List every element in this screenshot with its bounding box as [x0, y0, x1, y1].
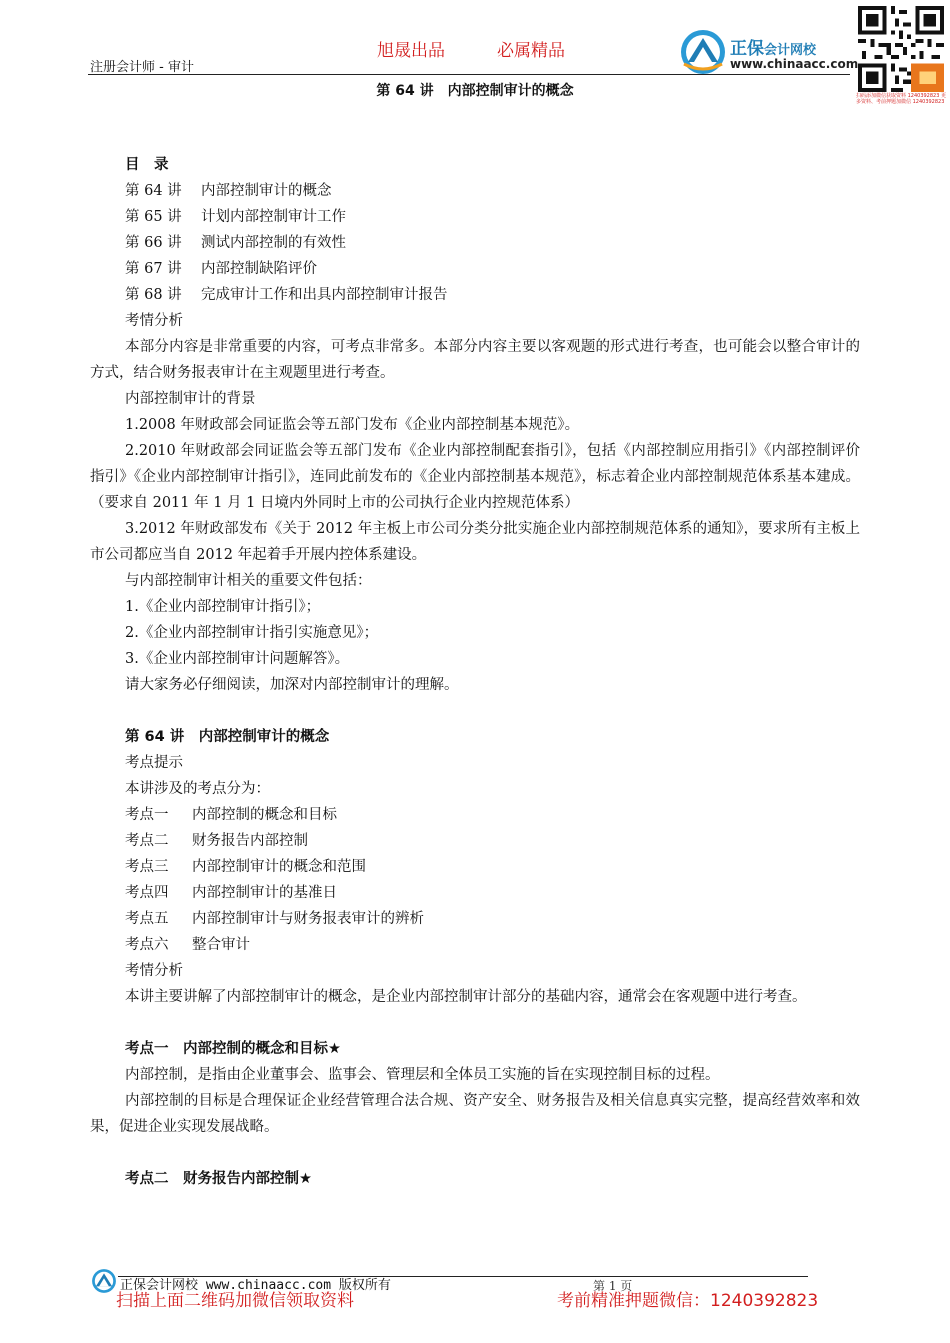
- document-title: 第 64 讲 内部控制审计的概念: [376, 83, 574, 99]
- toc-item: [90, 178, 860, 204]
- list-item: [90, 854, 860, 880]
- toc-item-title: 测试内部控制的有效性: [201, 235, 346, 251]
- document-body: [90, 152, 860, 1192]
- toc-item-number: 第 67 讲: [125, 261, 182, 277]
- point-title: 整合审计: [192, 937, 250, 953]
- point-title: 财务报告内部控制: [192, 833, 308, 849]
- list-item: 3.《企业内部控制审计问题解答》。: [125, 651, 350, 667]
- brand-name-sub: 会计网校: [764, 43, 817, 58]
- list-item: [90, 906, 860, 932]
- brand-name: [730, 34, 816, 59]
- point-title: 内部控制审计的基准日: [192, 885, 337, 901]
- toc-item: [90, 230, 860, 256]
- paragraph: 本讲涉及的考点分为：: [125, 781, 270, 797]
- toc-item-title: 内部控制审计的概念: [201, 183, 332, 199]
- brand-name-main: 正保: [730, 39, 764, 59]
- point-number: 考点二: [125, 833, 169, 849]
- list-item: [90, 828, 860, 854]
- list-item: [90, 802, 860, 828]
- point-title: 内部控制的概念和目标: [192, 807, 337, 823]
- toc-item: [90, 204, 860, 230]
- paragraph: 本部分内容是非常重要的内容，可考点非常多。本部分内容主要以客观题的形式进行考查，也可能会以整合审计的方式，结合财务报表审计在主观题里进行考查。: [90, 339, 860, 381]
- list-item: [90, 932, 860, 958]
- point-number: 考点四: [125, 885, 169, 901]
- spacer: [90, 1140, 860, 1166]
- point-number: 考点三: [125, 859, 169, 875]
- toc-item-title: 内部控制缺陷评价: [201, 261, 317, 277]
- footer-promo-left: 扫描上面二维码加微信领取资料: [116, 1291, 354, 1311]
- toc-item: [90, 282, 860, 308]
- paragraph: 请大家务必仔细阅读，加深对内部控制审计的理解。: [125, 677, 459, 693]
- paragraph: 本讲主要讲解了内部控制审计的概念，是企业内部控制审计部分的基础内容，通常会在客观题中进行考查。: [125, 989, 807, 1005]
- list-item: 2.《企业内部控制审计指引实施意见》；: [125, 625, 379, 641]
- list-item: 2.2010 年财政部会同证监会等五部门发布《企业内部控制配套指引》，包括《内部控制应用指引》《内部控制评价指引》《企业内部控制审计指引》，连同此前发布的《企业内部控制基本规范》，标志着企业内部控制规范体系基本建成。（要求自 2011 年 1 月 1 日境内外同时上市的公司执行企业内控规范体系）: [90, 443, 860, 511]
- page-number: 第 1 页: [593, 1279, 633, 1293]
- footer-logo-icon: [90, 1268, 118, 1294]
- toc-item-number: 第 65 讲: [125, 209, 182, 225]
- list-item: 1.《企业内部控制审计指引》；: [125, 599, 321, 615]
- section-heading: 考情分析: [125, 313, 183, 329]
- list-item: [90, 880, 860, 906]
- toc-item-number: 第 68 讲: [125, 287, 182, 303]
- spacer: [90, 1010, 860, 1036]
- point-number: 考点五: [125, 911, 169, 927]
- point-title: 内部控制审计与财务报表审计的辨析: [192, 911, 424, 927]
- footer-promo-right: 考前精准押题微信：1240392823: [557, 1291, 819, 1311]
- section-heading: 考点提示: [125, 755, 183, 771]
- section-heading: 与内部控制审计相关的重要文件包括：: [125, 573, 372, 589]
- key-point-heading: 考点一 内部控制的概念和目标★: [125, 1041, 341, 1057]
- toc-item-title: 完成审计工作和出具内部控制审计报告: [201, 287, 448, 303]
- lecture-heading: 第 64 讲 内部控制审计的概念: [125, 729, 330, 745]
- list-item: 3.2012 年财政部发布《关于 2012 年主板上市公司分类分批实施企业内部控制规范体系的通知》，要求所有主板上市公司都应当自 2012 年起着手开展内控体系建设。: [90, 521, 860, 563]
- brand-url: www.chinaacc.com: [730, 57, 859, 71]
- promo-text-2: 必属精品: [497, 41, 565, 61]
- header-subject-label: 注册会计师 - 审计: [90, 60, 194, 75]
- toc-heading: 目 录: [125, 157, 169, 173]
- brand-emblem-icon: [678, 28, 728, 76]
- point-title: 内部控制审计的概念和范围: [192, 859, 366, 875]
- section-heading: 考情分析: [125, 963, 183, 979]
- section-heading: 内部控制审计的背景: [125, 391, 256, 407]
- toc-item-number: 第 64 讲: [125, 183, 182, 199]
- point-number: 考点一: [125, 807, 169, 823]
- toc-item-number: 第 66 讲: [125, 235, 182, 251]
- point-number: 考点六: [125, 937, 169, 953]
- toc-item-title: 计划内部控制审计工作: [201, 209, 346, 225]
- promo-text-1: 旭晟出品: [377, 41, 445, 61]
- spacer: [90, 698, 860, 724]
- paragraph: 内部控制的目标是合理保证企业经营管理合法合规、资产安全、财务报告及相关信息真实完整，提高经营效率和效果，促进企业实现发展战略。: [90, 1093, 860, 1135]
- paragraph: 内部控制，是指由企业董事会、监事会、管理层和全体员工实施的旨在实现控制目标的过程。: [125, 1067, 720, 1083]
- qr-caption: 扫码添加微信获取资料 1240392823 更多资料、考前押题加微信 1240392823: [856, 93, 946, 105]
- key-point-heading: 考点二 财务报告内部控制★: [125, 1171, 312, 1187]
- list-item: 1.2008 年财政部会同证监会等五部门发布《企业内部控制基本规范》。: [125, 417, 580, 433]
- footer-copyright: 正保会计网校 www.chinaacc.com 版权所有: [120, 1278, 391, 1293]
- toc-item: [90, 256, 860, 282]
